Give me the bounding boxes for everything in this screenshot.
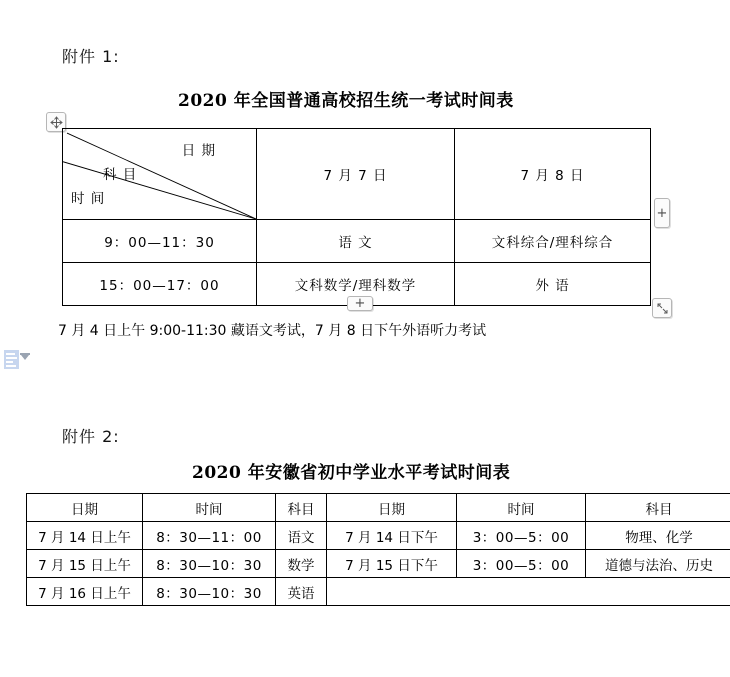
- plus-icon: +: [656, 205, 668, 221]
- exam-schedule-table-1: [62, 128, 651, 306]
- table-1-time-afternoon[interactable]: 15：00—17：00: [63, 263, 257, 306]
- plus-icon: +: [354, 296, 366, 311]
- table-row: [27, 578, 730, 606]
- add-row-button[interactable]: [347, 296, 373, 311]
- table-1-corner-cell[interactable]: [63, 129, 257, 220]
- resize-diagonal-icon: [656, 302, 669, 315]
- table-row: [27, 522, 730, 550]
- table-2-cell-pm-time[interactable]: 3：00—5：00: [457, 522, 586, 550]
- table-1-cell-day1-afternoon[interactable]: 文科数学/理科数学: [257, 263, 455, 306]
- table-2-cell-pm-date[interactable]: 7 月 15 日下午: [327, 550, 457, 578]
- table-2-header-time-am[interactable]: 时间: [143, 494, 276, 522]
- exam-schedule-table-2-wrapper: [26, 493, 714, 606]
- table-1-cell-day2-afternoon[interactable]: 外 语: [455, 263, 651, 306]
- corner-label-date: 日 期: [181, 143, 216, 159]
- table-2-cell-pm-subject[interactable]: 物理、化学: [586, 522, 730, 550]
- table-1-cell-day1-morning[interactable]: 语 文: [257, 220, 455, 263]
- table-2-cell-am-date[interactable]: 7 月 15 日上午: [27, 550, 143, 578]
- table-2-cell-empty[interactable]: [327, 578, 730, 606]
- corner-label-subject: 科 目: [103, 167, 138, 183]
- exam-schedule-table-2: [26, 493, 730, 606]
- table-2-cell-am-date[interactable]: 7 月 14 日上午: [27, 522, 143, 550]
- table-2-cell-am-time[interactable]: 8：30—10：30: [143, 578, 276, 606]
- table-2-cell-pm-date[interactable]: 7 月 14 日下午: [327, 522, 457, 550]
- attachment-1-label: 附件 1:: [62, 47, 120, 66]
- corner-label-time: 时 间: [71, 191, 106, 207]
- chevron-down-icon: [21, 355, 29, 360]
- table-row: [63, 220, 651, 263]
- table-2-cell-am-subject[interactable]: 数学: [276, 550, 327, 578]
- table-2-header-date-am[interactable]: 日期: [27, 494, 143, 522]
- table-2-header-subject-pm[interactable]: 科目: [586, 494, 730, 522]
- table-2-cell-am-time[interactable]: 8：30—11：00: [143, 522, 276, 550]
- exam-schedule-table-1-wrapper: [62, 128, 645, 296]
- table-2-header-time-pm[interactable]: 时间: [457, 494, 586, 522]
- table-2-cell-pm-subject[interactable]: 道德与法治、历史: [586, 550, 730, 578]
- add-column-button[interactable]: [654, 198, 670, 228]
- table-1-time-morning[interactable]: 9：00—11：30: [63, 220, 257, 263]
- attachment-2-label: 附件 2:: [62, 427, 120, 446]
- table-2-header-subject-am[interactable]: 科目: [276, 494, 327, 522]
- paste-sheet-shape: [4, 350, 19, 369]
- table-2-cell-am-time[interactable]: 8：30—10：30: [143, 550, 276, 578]
- move-cross-icon: [50, 116, 63, 129]
- table-2-header-date-pm[interactable]: 日期: [327, 494, 457, 522]
- table-1-title: 2020 年全国普通高校招生统一考试时间表: [178, 91, 514, 111]
- table-row: [63, 129, 651, 220]
- paste-options-icon[interactable]: [4, 350, 28, 370]
- table-1-cell-day2-morning[interactable]: 文科综合/理科综合: [455, 220, 651, 263]
- table-2-title: 2020 年安徽省初中学业水平考试时间表: [192, 463, 511, 483]
- table-row: [27, 550, 730, 578]
- table-2-cell-pm-time[interactable]: 3：00—5：00: [457, 550, 586, 578]
- table-2-cell-am-subject[interactable]: 语文: [276, 522, 327, 550]
- table-1-note: 7 月 4 日上午 9:00-11:30 藏语文考试，7 月 8 日下午外语听力考试: [58, 323, 487, 339]
- table-header-row: [27, 494, 730, 522]
- table-1-header-day-1[interactable]: 7 月 7 日: [257, 129, 455, 220]
- table-resize-handle[interactable]: [652, 298, 672, 318]
- table-1-header-day-2[interactable]: 7 月 8 日: [455, 129, 651, 220]
- table-2-cell-am-date[interactable]: 7 月 16 日上午: [27, 578, 143, 606]
- table-2-cell-am-subject[interactable]: 英语: [276, 578, 327, 606]
